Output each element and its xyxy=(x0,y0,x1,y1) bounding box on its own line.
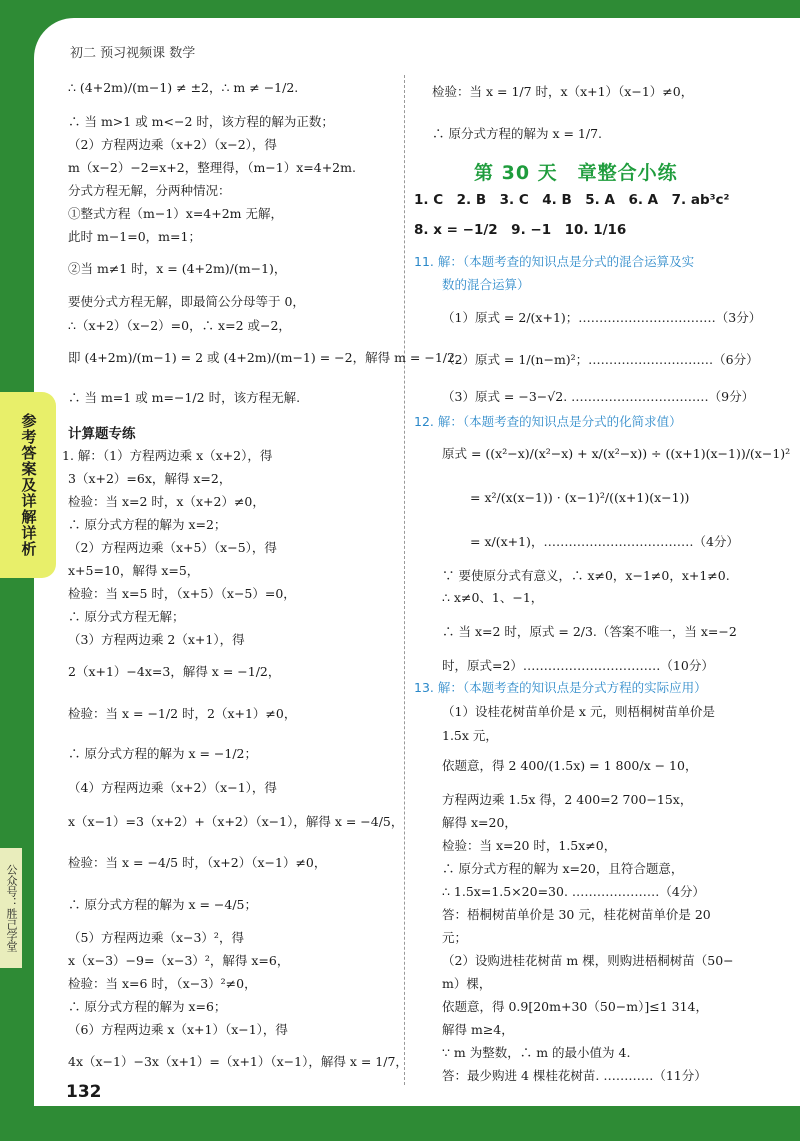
text-line: 检验：当 x = 1/7 时，x（x+1）（x−1）≠0， xyxy=(432,84,694,99)
text-line: （2）方程两边乘（x+5）（x−5），得 xyxy=(68,540,277,555)
text-line: ∴ 原分式方程的解为 x = −4/5； xyxy=(68,897,258,912)
text-line: x+5=10，解得 x=5， xyxy=(68,563,200,578)
text-line: ∴ 原分式方程的解为 x = −1/2； xyxy=(68,746,258,761)
text-line: 检验：当 x=20 时，1.5x≠0， xyxy=(442,838,617,853)
text-line: ∴ 当 x=2 时，原式 = 2/3.（答案不唯一，当 x=−2 xyxy=(442,624,737,639)
text-line: 检验：当 x=6 时，（x−3）²≠0， xyxy=(68,976,257,991)
text-line: ∴（x+2）（x−2）=0，∴ x=2 或−2， xyxy=(68,318,291,333)
text-line: 答：梧桐树苗单价是 30 元，桂花树苗单价是 20 xyxy=(442,907,711,922)
public-account-tab: 公众号：胜己学堂 xyxy=(0,848,22,968)
text-line: （2）原式 = 1/(n−m)²；…………………………（6分） xyxy=(442,352,759,367)
text-line: （3）方程两边乘 2（x+1），得 xyxy=(68,632,245,647)
text-line: （5）方程两边乘（x−3）²，得 xyxy=(68,930,244,945)
text-line: 4x（x−1）−3x（x+1）=（x+1）（x−1），解得 x = 1/7， xyxy=(68,1054,408,1069)
chapter-title: 第 30 天 章整合小练 xyxy=(474,162,678,184)
text-line: ∴ 当 m=1 或 m=−1/2 时，该方程无解. xyxy=(68,390,301,405)
text-line: 时，原式=2）……………………………（10分） xyxy=(442,658,714,673)
text-line: 检验：当 x = −4/5 时，（x+2）（x−1）≠0， xyxy=(68,855,327,870)
text-line: 3（x+2）=6x，解得 x=2， xyxy=(68,471,232,486)
text-line: 检验：当 x=5 时，（x+5）（x−5）=0， xyxy=(68,586,296,601)
text-line: ∴ 原分式方程的解为 x=2； xyxy=(68,517,227,532)
text-line: ②当 m≠1 时，x = (4+2m)/(m−1)， xyxy=(68,261,287,276)
text-line: ∴ (4+2m)/(m−1) ≠ ±2，∴ m ≠ −1/2. xyxy=(68,80,299,95)
question-note: 13. 解：（本题考查的知识点是分式方程的实际应用） xyxy=(414,680,707,695)
text-line: 答：最少购进 4 棵桂花树苗. …………（11分） xyxy=(442,1068,707,1083)
page-number: 132 xyxy=(66,1082,102,1102)
text-line: = x/(x+1)，………………………………（4分） xyxy=(470,534,739,549)
text-line: ∴ 1.5x=1.5×20=30. …………………（4分） xyxy=(442,884,705,899)
text-line: （2）方程两边乘（x+2）（x−2），得 xyxy=(68,137,277,152)
text-line: 1.5x 元， xyxy=(442,728,498,743)
text-line: ∴ 原分式方程无解； xyxy=(68,609,185,624)
text-line: 要使分式方程无解，即最简公分母等于 0， xyxy=(68,294,305,309)
answer-line: 1. C 2. B 3. C 4. B 5. A 6. A 7. ab³c² xyxy=(414,192,730,208)
text-line: 依题意，得 0.9[20m+30（50−m）]≤1 314， xyxy=(442,999,708,1014)
text-line: 检验：当 x = −1/2 时，2（x+1）≠0， xyxy=(68,706,297,721)
section-title: 计算题专练 xyxy=(68,426,136,442)
text-line: 1. 解：（1）方程两边乘 x（x+2），得 xyxy=(62,448,273,463)
text-line: ∵ m 为整数，∴ m 的最小值为 4. xyxy=(442,1045,631,1060)
bottom-green-band xyxy=(0,1106,800,1141)
text-line: 分式方程无解，分两种情况： xyxy=(68,183,231,198)
text-line: ∴ 原分式方程的解为 x = 1/7. xyxy=(432,126,603,141)
column-divider xyxy=(404,75,405,1085)
text-line: 原式 = ((x²−x)/(x²−x) + x/(x²−x)) ÷ ((x+1)(x−1))/(x−1)² xyxy=(442,446,791,461)
text-line: 元； xyxy=(442,930,468,945)
text-line: 依题意，得 2 400/(1.5x) = 1 800/x − 10， xyxy=(442,758,698,773)
text-line: ∴ x≠0、1、−1， xyxy=(442,590,544,605)
text-line: （2）设购进桂花树苗 m 棵，则购进梧桐树苗（50− xyxy=(442,953,734,968)
text-line: （4）方程两边乘（x+2）（x−1），得 xyxy=(68,780,277,795)
text-line: （6）方程两边乘 x（x+1）（x−1），得 xyxy=(68,1022,288,1037)
text-line: x（x−1）=3（x+2）+（x+2）（x−1），解得 x = −4/5， xyxy=(68,814,404,829)
text-line: 即 (4+2m)/(m−1) = 2 或 (4+2m)/(m−1) = −2，解得 m = −1/2. xyxy=(68,350,459,365)
text-line: 方程两边乘 1.5x 得，2 400=2 700−15x， xyxy=(442,792,693,807)
text-line: x（x−3）−9=（x−3）²，解得 x=6， xyxy=(68,953,290,968)
text-line: （1）设桂花树苗单价是 x 元，则梧桐树苗单价是 xyxy=(442,704,715,719)
answer-line: 8. x = −1/2 9. −1 10. 1/16 xyxy=(414,222,627,238)
text-line: 此时 m−1=0，m=1； xyxy=(68,229,201,244)
text-line: m（x−2）−2=x+2，整理得，（m−1）x=4+2m. xyxy=(68,160,356,175)
text-line: 解得 m≥4， xyxy=(442,1022,514,1037)
text-line: m）棵， xyxy=(442,976,492,991)
question-note: 12. 解：（本题考查的知识点是分式的化简求值） xyxy=(414,414,682,429)
question-note: 11. 解：（本题考查的知识点是分式的混合运算及实 xyxy=(414,254,695,269)
text-line: ∴ 原分式方程的解为 x=20，且符合题意， xyxy=(442,861,684,876)
answer-section-tab: 参考答案及详解详析 xyxy=(0,392,56,578)
text-line: （1）原式 = 2/(x+1)；……………………………（3分） xyxy=(442,310,762,325)
text-line: = x²/(x(x−1)) · (x−1)²/((x+1)(x−1)) xyxy=(470,490,690,505)
text-line: ∴ 当 m>1 或 m<−2 时，该方程的解为正数； xyxy=(68,114,334,129)
question-note: 数的混合运算） xyxy=(442,277,530,292)
text-line: ①整式方程（m−1）x=4+2m 无解， xyxy=(68,206,284,221)
text-line: 解得 x=20， xyxy=(442,815,517,830)
text-line: 检验：当 x=2 时，x（x+2）≠0， xyxy=(68,494,265,509)
page-header: 初二 预习视频课 数学 xyxy=(70,46,196,61)
text-line: （3）原式 = −3−√2. ……………………………（9分） xyxy=(442,389,755,404)
text-line: 2（x+1）−4x=3，解得 x = −1/2， xyxy=(68,664,281,679)
text-line: ∵ 要使原分式有意义，∴ x≠0，x−1≠0，x+1≠0. xyxy=(442,568,730,583)
text-line: ∴ 原分式方程的解为 x=6； xyxy=(68,999,227,1014)
